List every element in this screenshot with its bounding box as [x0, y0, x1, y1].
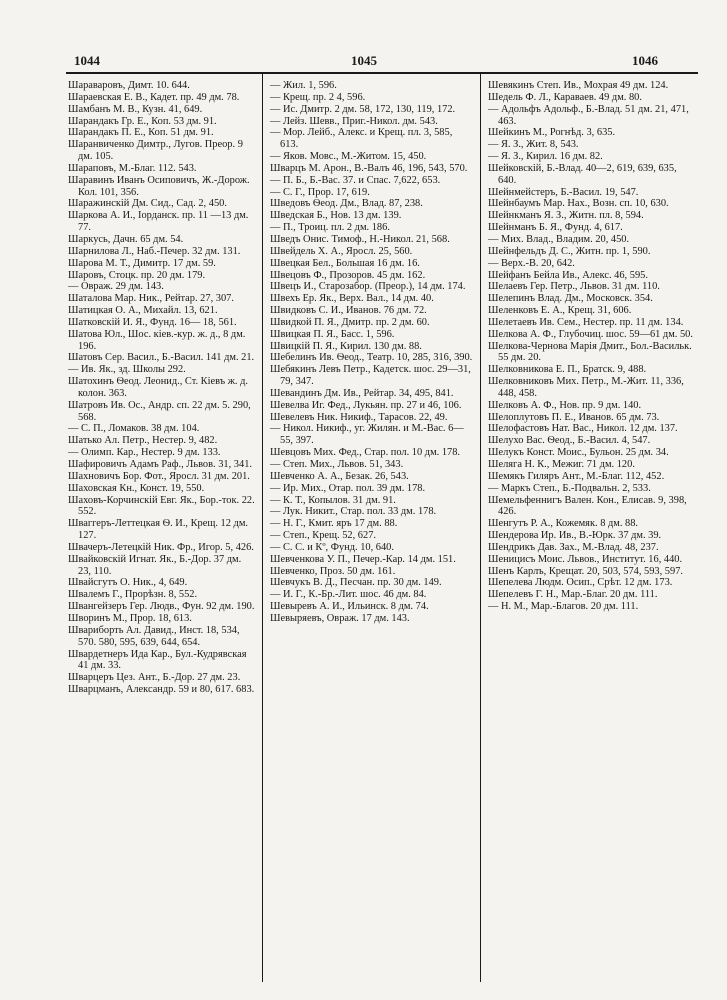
directory-entry: Шараваровъ, Димт. 10. 644.	[68, 80, 190, 91]
directory-entry: Шебякинъ Левъ Петр., Кадетск. шос. 29—31, 79, 347.	[270, 364, 471, 388]
directory-entry: — Степ., Крещ. 52, 627.	[270, 530, 376, 542]
directory-entry: Швицкая П. Я., Басс. 1, 596.	[270, 328, 395, 340]
directory-entry: Швариборть Ал. Давид., Инст. 18, 534, 570. 580, 595, 639, 644, 654.	[68, 624, 240, 648]
directory-entry: Шатовъ Сер. Васил., Б.-Васил. 141 дм. 21.	[68, 352, 255, 364]
directory-entry: Шемельфеннигъ Вален. Кон., Елисав. 9, 398, 426.	[488, 494, 687, 518]
directory-entry: Шаховская Кн., Конст. 19, 550.	[68, 482, 205, 494]
directory-entry: Шарова М. Т., Димитр. 17 дм. 59.	[68, 257, 216, 269]
directory-entry: Шейнкманъ Я. З., Житн. пл. 8, 594.	[488, 210, 644, 222]
directory-entry: Шаркова А. И., Іорданск. пр. 11 —13 дм. 77.	[68, 210, 249, 234]
directory-entry: Шебелинъ Ив. Ѳеод., Театр. 10, 285, 316, 390.	[270, 352, 473, 364]
directory-entry: Шелухо Вас. Ѳеод., Б.-Васил. 4, 547.	[488, 435, 651, 447]
directory-entry: Шелетаевъ Ив. Сем., Нестер. пр. 11 дм. 134.	[488, 316, 684, 328]
column-right	[488, 80, 696, 613]
directory-entry: Шаравинъ Иванъ Осиповичъ, Ж.-Дорож. Кол. 101, 356.	[68, 174, 250, 198]
directory-entry: Шаталова Мар. Ник., Рейтар. 27, 307.	[68, 293, 234, 305]
directory-entry: — И. Г., К.-Бр.-Лит. шос. 46 дм. 84.	[270, 589, 427, 601]
column-divider-left	[262, 74, 263, 982]
directory-entry: Шейнманъ Б. Я., Фунд. 4, 617.	[488, 222, 623, 234]
directory-entry: Шейковскій, Б.-Влад. 40—2, 619, 639, 635, 640.	[488, 162, 677, 186]
directory-entry: — Никол. Никиф., уг. Жилян. и М.-Вас. 6—55, 397.	[270, 423, 464, 447]
directory-entry: Шаражинскій Дм. Сид., Сад. 2, 450.	[68, 198, 227, 210]
directory-entry: Шварцъ М. Арон., В.-Валъ 46, 196, 543, 570.	[270, 162, 468, 174]
directory-entry: — Овраж. 29 дм. 143.	[68, 281, 164, 293]
header-rule	[66, 72, 698, 74]
page-number-center: 1045	[351, 53, 377, 68]
directory-entry: Шепелева Людм. Осип., Срѣт. 12 дм. 173.	[488, 577, 673, 589]
directory-entry: Швейдель Х. А., Яросл. 25, 560.	[270, 245, 413, 257]
directory-entry: Шараповъ, М.-Благ. 112. 543.	[68, 162, 197, 174]
directory-entry: Шведская Б., Нов. 13 дм. 139.	[270, 210, 402, 222]
column-left	[68, 80, 256, 696]
directory-entry: Шелкова А. Ф., Глубочиц. шос. 59—61 дм. 50.	[488, 328, 693, 340]
directory-entry: Шевыряевъ, Овраж. 17 дм. 143.	[270, 612, 410, 624]
directory-entry: — С. С. и Кº, Фунд. 10, 640.	[270, 541, 394, 553]
directory-entry: Шварцеръ Цез. Ант., Б.-Дор. 27 дм. 23.	[68, 672, 241, 684]
directory-entry: — Мор. Лейб., Алекс. и Крещ. пл. 3, 585, 613.	[270, 127, 453, 151]
directory-entry: Шеленковъ Е. А., Крещ. 31, 606.	[488, 305, 632, 317]
directory-entry: — Н. Г., Кмит. яръ 17 дм. 88.	[270, 518, 398, 530]
directory-entry: Шендрикъ Дав. Зах., М.-Влад. 48, 237.	[488, 541, 659, 553]
directory-entry: Шейнмейстеръ, Б.-Васил. 19, 547.	[488, 186, 639, 198]
directory-entry: — Яков. Мовс., М.-Житом. 15, 450.	[270, 151, 427, 163]
page-number-right: 1046	[632, 53, 658, 68]
directory-entry: — Верх.-В. 20, 642.	[488, 257, 575, 269]
directory-entry: — Жил. 1, 596.	[270, 80, 337, 91]
directory-entry: Шараевская Е. В., Кадет. пр. 49 дм. 78.	[68, 91, 240, 103]
directory-entry: Швалемъ Г., Прорѣзн. 8, 552.	[68, 589, 198, 601]
directory-entry: Шатровъ Ив. Ос., Андр. сп. 22 дм. 5. 290, 568.	[68, 399, 251, 423]
directory-entry: Шаранвиченко Димтр., Лугов. Преор. 9 дм. 105.	[68, 139, 243, 163]
directory-entry: Шелковникова Е. П., Братск. 9, 488.	[488, 364, 647, 376]
directory-entry: — Мих. Влад., Владим. 20, 450.	[488, 233, 630, 245]
directory-entry: Шевченко, Проз. 50 дм. 161.	[270, 565, 396, 577]
directory-entry: — П., Троиц. пл. 2 дм. 186.	[270, 222, 390, 234]
directory-entry: Шатова Юл., Шос. кіев.-кур. ж. д., 8 дм. 196.	[68, 328, 246, 352]
directory-entry: — Ив. Як., зд. Школы 292.	[68, 364, 186, 376]
directory-entry: — Лейз. Шевв., Приг.-Никол. дм. 543.	[270, 115, 438, 127]
directory-entry: Шведъ Онис. Тимоф., Н.-Никол. 21, 568.	[270, 233, 450, 245]
directory-entry: Шатохинъ Ѳеод. Леонид., Ст. Кіевъ ж. д. колон. 363.	[68, 376, 248, 399]
directory-entry: Шепелевъ Г. Н., Мар.-Благ. 20 дм. 111.	[488, 589, 658, 601]
directory-entry: Шевыревъ А. И., Ильинск. 8 дм. 74.	[270, 601, 429, 613]
directory-entry: Шевелевъ Ник. Никиф., Тарасов. 22, 49.	[270, 411, 448, 423]
directory-entry: — Я. З., Жит. 8, 543.	[488, 139, 579, 151]
directory-entry: Швидковъ С. И., Иванов. 76 дм. 72.	[270, 305, 427, 317]
directory-entry: Шелоплутовъ П. Е., Иванов. 65 дм. 73.	[488, 411, 660, 423]
directory-entry: Шамбанъ М. В., Кузн. 41, 649.	[68, 103, 203, 115]
directory-entry: Шарнилова Л., Наб.-Печер. 32 дм. 131.	[68, 245, 241, 257]
directory-entry: Шелковъ А. Ф., Нов. пр. 9 дм. 140.	[488, 399, 642, 411]
directory-entry: Швецъ И., Старозабор. (Преор.), 14 дм. 174.	[270, 281, 466, 293]
directory-entry: Шафировичъ Адамъ Раф., Львов. 31, 341.	[68, 459, 252, 470]
directory-entry: Шевякинъ Степ. Ив., Мохрая 49 дм. 124.	[488, 80, 669, 91]
page-number-left: 1044	[74, 53, 100, 68]
directory-entry: Швецкая Бел., Большая 16 дм. 16.	[270, 257, 420, 269]
directory-entry: Швардетнеръ Ида Кар., Бул.-Кудрявская 41 дм. 33.	[68, 648, 247, 672]
directory-entry: — Ир. Мих., Отар. пол. 39 дм. 178.	[270, 482, 426, 494]
directory-entry: Шварцманъ, Александр. 59 и 80, 617. 683.	[68, 684, 255, 696]
directory-entry: Шейкинъ М., Рогнѣд. 3, 635.	[488, 127, 616, 139]
directory-entry: — Н. М., Мар.-Благов. 20 дм. 111.	[488, 601, 639, 613]
directory-entry: Швангейзеръ Гер. Людв., Фун. 92 дм. 190.	[68, 601, 255, 613]
directory-entry: Шахновичъ Бор. Фот., Яросл. 31 дм. 201.	[68, 470, 250, 482]
directory-entry: Швехъ Ер. Як., Верх. Вал., 14 дм. 40.	[270, 293, 434, 305]
directory-entry: Шворинъ М., Прор. 18, 613.	[68, 612, 192, 624]
directory-entry: Шемякъ Гиляръ Ант., М.-Благ. 112, 452.	[488, 470, 665, 482]
directory-entry: Шелепинъ Влад. Дм., Московск. 354.	[488, 293, 653, 305]
directory-entry: Шаховъ-Корчинскій Евг. Як., Бор.-ток. 22. 552.	[68, 494, 255, 518]
directory-entry: — Ис. Дмитр. 2 дм. 58, 172, 130, 119, 172.	[270, 103, 456, 115]
directory-entry: Швецовъ Ф., Прозоров. 45 дм. 162.	[270, 269, 426, 281]
directory-entry: — Адольфъ Адольф., Б.-Влад. 51 дм. 21, 471, 463.	[488, 103, 689, 127]
directory-entry: Шведовъ Ѳеод. Дм., Влад. 87, 238.	[270, 198, 423, 210]
directory-entry: Шейнфельдъ Д. С., Житн. пр. 1, 590.	[488, 245, 651, 257]
directory-entry: Шелукъ Конст. Моис., Бульон. 25 дм. 34.	[488, 447, 669, 459]
directory-entry: — С. П., Ломаков. 38 дм. 104.	[68, 423, 200, 435]
directory-entry: Швидкой П. Я., Дмитр. пр. 2 дм. 60.	[270, 316, 430, 328]
directory-entry: Швицкій П. Я., Кирил. 130 дм. 88.	[270, 340, 422, 352]
column-divider-right	[480, 74, 481, 982]
column-middle	[270, 80, 473, 625]
directory-entry: Шатько Ал. Петр., Нестер. 9, 482.	[68, 435, 218, 447]
directory-entry: Шатицкая О. А., Михайл. 13, 621.	[68, 305, 218, 317]
directory-entry: Шейнбаумъ Мар. Нах., Возн. сп. 10, 630.	[488, 198, 669, 210]
directory-entry: — Маркъ Степ., Б.-Подвальн. 2, 533.	[488, 482, 651, 494]
directory-entry: Шевцовъ Мих. Фед., Стар. пол. 10 дм. 178.	[270, 447, 461, 459]
directory-entry: Швайсгутъ О. Ник., 4, 649.	[68, 577, 188, 589]
directory-entry: — Я. З., Кирил. 16 дм. 82.	[488, 151, 603, 163]
directory-entry: Шендерова Ир. Ив., В.-Юрк. 37 дм. 39.	[488, 530, 662, 542]
directory-entry: Шелкова-Чернова Марія Дмит., Бол.-Васильк. 55 дм. 20.	[488, 340, 692, 364]
directory-entry: — С. Г., Прор. 17, 619.	[270, 186, 370, 198]
directory-entry: Швайковскій Игнат. Як., Б.-Дор. 37 дм. 23, 110.	[68, 553, 242, 577]
directory-entry: — П. Б., Б.-Вас. 37. и Спас. 7,622, 653.	[270, 174, 441, 186]
directory-entry: Шедель Ф. Л., Караваев. 49 дм. 80.	[488, 91, 642, 103]
directory-entry: Шеляга Н. К., Межиг. 71 дм. 120.	[488, 459, 635, 470]
directory-entry: Шейфанъ Бейла Ив., Алекс. 46, 595.	[488, 269, 648, 281]
directory-entry: Шевчукъ В. Д., Песчан. пр. 30 дм. 149.	[270, 577, 442, 589]
directory-entry: Шевандинъ Дм. Ив., Рейтар. 34, 495, 841.	[270, 387, 454, 399]
directory-entry: Шевченко А. А., Безак. 26, 543.	[270, 470, 409, 482]
directory-entry: Шевченкова У. П., Печер.-Кар. 14 дм. 151.	[270, 553, 456, 565]
directory-entry: Шенъ Карлъ, Крещат. 20, 503, 574, 593, 597.	[488, 565, 683, 577]
directory-entry: Шаровъ, Стоцк. пр. 20 дм. 179.	[68, 269, 206, 281]
directory-entry: Шатковскій И. Я., Фунд. 16— 18, 561.	[68, 316, 237, 328]
directory-entry: — К. Т., Копылов. 31 дм. 91.	[270, 494, 396, 506]
directory-entry: Швачеръ-Летецкій Ник. Фр., Игор. 5, 426.	[68, 541, 254, 553]
directory-entry: Шеницисъ Моис. Львов., Институт. 16, 440.	[488, 553, 683, 565]
directory-entry: Шарандакъ Гр. Е., Коп. 53 дм. 91.	[68, 115, 217, 127]
directory-entry: — Крещ. пр. 2 4, 596.	[270, 91, 366, 103]
directory-entry: Шаркусь, Дачн. 65 дм. 54.	[68, 233, 184, 245]
directory-entry: Шелковниковъ Мих. Петр., М.-Жит. 11, 336, 448, 458.	[488, 376, 684, 399]
directory-entry: Шваггеръ-Леттецкая Ѳ. И., Крещ. 12 дм. 127.	[68, 518, 248, 542]
directory-entry: Шелофастовъ Нат. Вас., Никол. 12 дм. 137.	[488, 423, 678, 435]
directory-entry: — Олимп. Кар., Нестер. 9 дм. 133.	[68, 447, 221, 459]
directory-entry: — Степ. Мих., Львов. 51, 343.	[270, 459, 404, 470]
directory-entry: Шевелва Иг. Фед., Лукьян. пр. 27 и 46, 106.	[270, 399, 462, 411]
directory-entry: Шенгутъ Р. А., Кожемяк. 8 дм. 88.	[488, 518, 639, 530]
directory-entry: — Лук. Никит., Стар. пол. 33 дм. 178.	[270, 506, 437, 518]
directory-entry: Шелаевъ Гер. Петр., Львов. 31 дм. 110.	[488, 281, 660, 293]
directory-entry: Шарандакъ П. Е., Коп. 51 дм. 91.	[68, 127, 214, 139]
